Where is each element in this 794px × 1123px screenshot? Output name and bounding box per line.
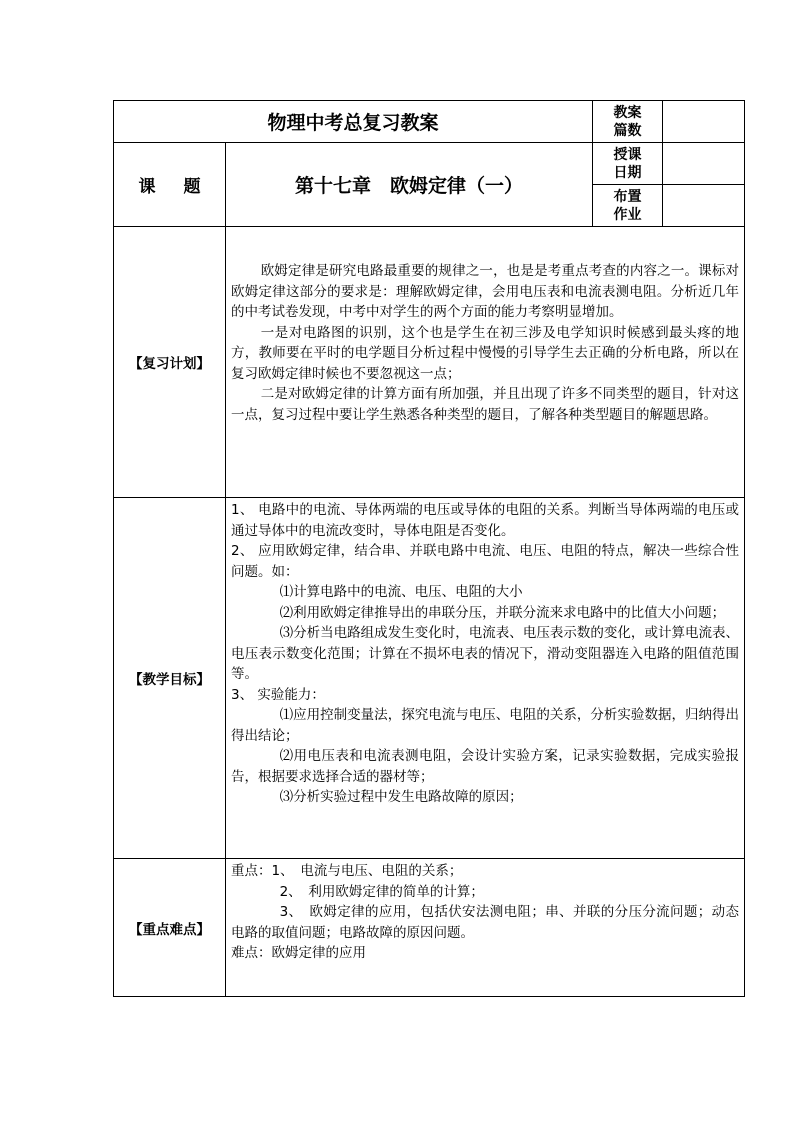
- teaching-goals-content: [226, 498, 745, 859]
- goal-subitem: ⑴计算电路中的电流、电压、电阻的大小: [279, 584, 523, 600]
- meta-label-lesson-count: [593, 101, 663, 143]
- difficulty-line: 难点：欧姆定律的应用: [231, 945, 366, 961]
- topic-label-char1: 课: [138, 177, 156, 197]
- topic-label-char2: 题: [183, 177, 201, 197]
- meta-value-homework[interactable]: [663, 185, 745, 227]
- goal-item: 1、 电路中的电流、导体两端的电压或导体的电阻的关系。判断当导体两端的电压或通过导体中的电流改变时，导体电阻是否变化。: [231, 502, 740, 539]
- key-points-label: 【重点难点】: [114, 859, 226, 997]
- goal-item: 2、 应用欧姆定律，结合串、并联电路中电流、电压、电阻的特点，解决一些综合性问题。如：: [231, 543, 740, 580]
- plan-title: 物理中考总复习教案: [114, 101, 593, 143]
- topic-label: [114, 143, 226, 227]
- goal-subitem: ⑶分析当电路组成发生变化时，电流表、电压表示数的变化，或计算电流表、电压表示数变化范围；计算在不损坏电表的情况下，滑动变阻器连入电路的阻值范围等。: [231, 625, 740, 682]
- key-point-line: 3、 欧姆定律的应用，包括伏安法测电阻；串、并联的分压分流问题；动态电路的取值问题；电路故障的原因问题。: [231, 904, 740, 941]
- meta-label-date: [593, 143, 663, 185]
- key-point-line: 重点：1、 电流与电压、电阻的关系；: [231, 863, 463, 879]
- meta-label-text: 布置作业: [613, 188, 642, 223]
- teaching-goals-label: 【教学目标】: [114, 498, 226, 859]
- meta-value-lesson-count[interactable]: [663, 101, 745, 143]
- goal-subitem: ⑵利用欧姆定律推导出的串联分压，并联分流来求电路中的比值大小问题；: [279, 604, 726, 621]
- meta-label-text: 授课日期: [613, 146, 642, 181]
- meta-label-text: 教案篇数: [613, 104, 642, 139]
- meta-value-date[interactable]: [663, 143, 745, 185]
- key-point-line: 2、 利用欧姆定律的简单的计算；: [279, 883, 484, 900]
- lesson-plan-table: [113, 100, 745, 997]
- review-plan-content: [226, 227, 745, 498]
- goal-subitem: ⑵用电压表和电流表测电阻，会设计实验方案，记录实验数据，完成实验报告，根据要求选择合适的器材等；: [231, 748, 740, 785]
- goal-subitem: ⑴应用控制变量法，探究电流与电压、电阻的关系，分析实验数据，归纳得出得出结论；: [231, 707, 740, 744]
- meta-label-homework: [593, 185, 663, 227]
- key-points-content: [226, 859, 745, 997]
- goal-subitem: ⑶分析实验过程中发生电路故障的原因；: [279, 789, 523, 805]
- chapter-title: 第十七章 欧姆定律（一）: [226, 143, 593, 227]
- review-paragraph: 一是对电路图的识别，这个也是学生在初三涉及电学知识时候感到最头疼的地方，教师要在平时的电学题目分析过程中慢慢的引导学生去正确的分析电路，所以在复习欧姆定律时候也不要忽视这一点；: [231, 324, 740, 382]
- review-plan-label: 【复习计划】: [114, 227, 226, 498]
- goal-item: 3、 实验能力：: [231, 686, 325, 703]
- review-paragraph: 二是对欧姆定律的计算方面有所加强，并且出现了许多不同类型的题目，针对这一点，复习过程中要让学生熟悉各种类型的题目，了解各种类型题目的解题思路。: [231, 386, 740, 423]
- review-paragraph: 欧姆定律是研究电路最重要的规律之一，也是是考重点考查的内容之一。课标对欧姆定律这部分的要求是：理解欧姆定律，会用电压表和电流表测电阻。分析近几年的中考试卷发现，中考中对学生的两个方面的能力考察明显增加。: [231, 263, 740, 320]
